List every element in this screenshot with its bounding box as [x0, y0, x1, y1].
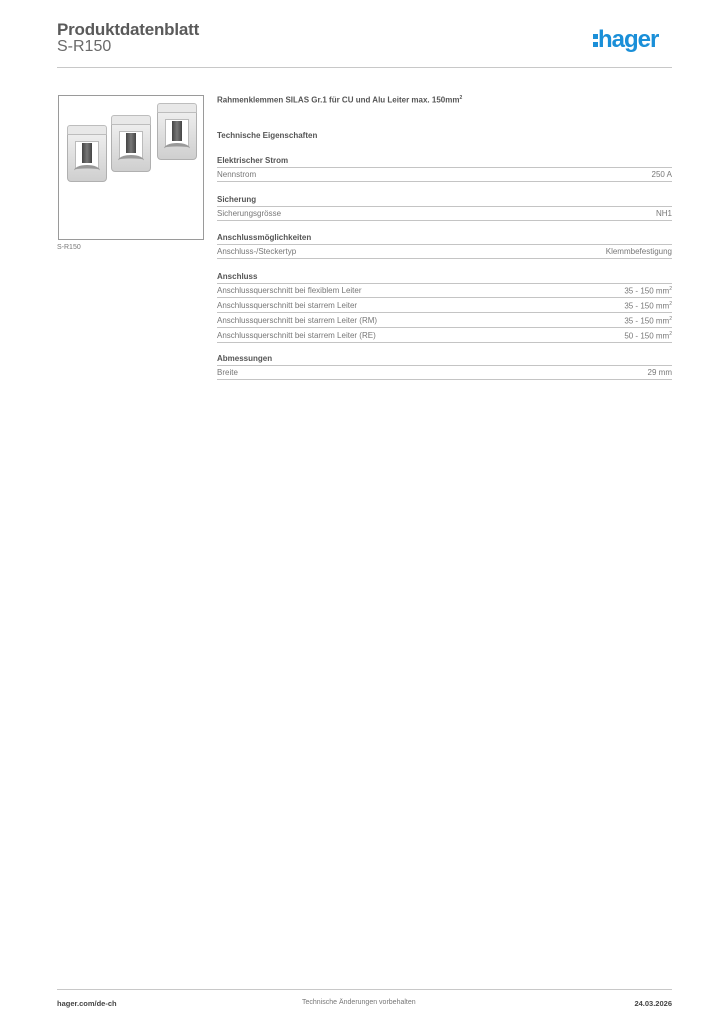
- footer-notice: Technische Änderungen vorbehalten: [302, 999, 416, 1006]
- clamp-image-2: [111, 120, 151, 172]
- hager-logo: hager: [598, 26, 659, 53]
- group-title-abmessungen: Abmessungen: [217, 354, 672, 366]
- clamp-image-1: [67, 130, 107, 182]
- footer-website-link[interactable]: hager.com/de-ch: [57, 999, 117, 1008]
- group-title-sicherung: Sicherung: [217, 195, 672, 207]
- spec-row: Anschlussquerschnitt bei starrem Leiter 35 - 150 $mm^2$: [217, 299, 672, 313]
- spec-row: Nennstrom 250 A: [217, 168, 672, 182]
- spec-row: Anschluss-/Steckertyp Klemmbefestigung: [217, 245, 672, 259]
- spec-row: Anschlussquerschnitt bei flexiblem Leiter 35 - 150 $mm^2$: [217, 284, 672, 298]
- image-caption: S-R150: [57, 244, 81, 251]
- footer-divider: [57, 989, 672, 990]
- section-title: Technische Eigenschaften: [217, 131, 318, 140]
- clamp-image-3: [157, 108, 197, 160]
- header-divider: [57, 67, 672, 68]
- product-code: S-R150: [57, 38, 112, 55]
- product-description: Rahmenklemmen SILAS Gr.1 für CU und Alu Leiter max. $150mm^2$: [217, 95, 463, 105]
- footer-date: 24.03.2026: [634, 999, 672, 1008]
- group-title-elektrischer-strom: Elektrischer Strom: [217, 156, 672, 168]
- product-image: [58, 95, 204, 240]
- spec-row: Anschlussquerschnitt bei starrem Leiter (RE) 50 - 150 $mm^2$: [217, 329, 672, 343]
- group-title-anschlussmoeglichkeiten: Anschlussmöglichkeiten: [217, 233, 672, 245]
- group-title-anschluss: Anschluss: [217, 272, 672, 284]
- document-title: Produktdatenblatt: [57, 20, 200, 39]
- spec-row: Breite 29 mm: [217, 366, 672, 380]
- spec-row: Anschlussquerschnitt bei starrem Leiter (RM) 35 - 150 $mm^2$: [217, 314, 672, 328]
- spec-row: Sicherungsgrösse NH1: [217, 207, 672, 221]
